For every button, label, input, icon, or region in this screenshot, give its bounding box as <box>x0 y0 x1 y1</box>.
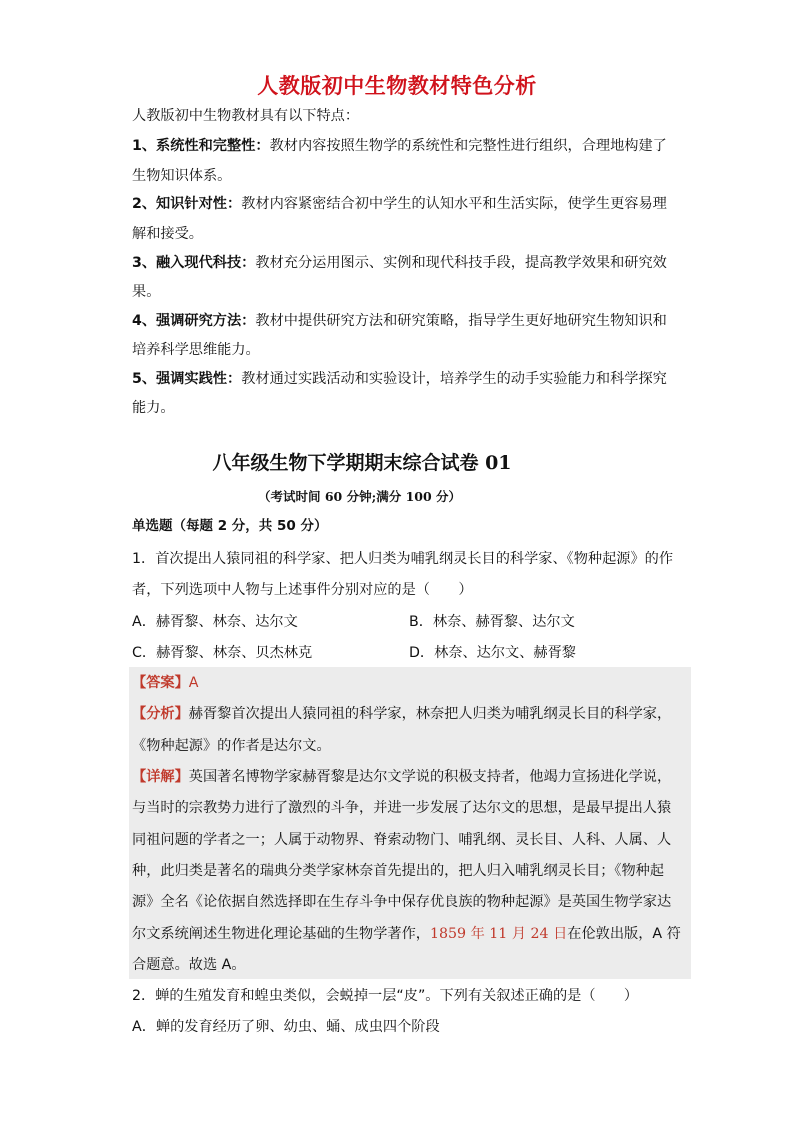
feature-5-line2: 能力。 <box>132 400 175 416</box>
feature-1-text: 教材内容按照生物学的系统性和完整性进行组织，合理地构建了 <box>269 138 667 154</box>
detail-date: 1859 年 11 月 24 日 <box>429 926 568 942</box>
feature-3-line1 <box>132 253 667 273</box>
q1-option-a: A．赫胥黎、林奈、达尔文 <box>132 614 298 630</box>
feature-3-line2: 果。 <box>132 284 161 300</box>
q1-analysis-line1 <box>132 704 671 724</box>
q1-stem-line1: 1．首次提出人猿同祖的科学家、把人归类为哺乳纲灵长目的科学家、《物种起源》的作 <box>132 551 674 567</box>
feature-4-line2: 培养科学思维能力。 <box>132 342 260 358</box>
detail-text: 英国著名博物学家赫胥黎是达尔文学说的积极支持者，他竭力宣扬进化学说， <box>188 769 672 785</box>
feature-5-text: 教材通过实践活动和实验设计，培养学生的动手实验能力和科学探究 <box>241 371 667 387</box>
detail-tag: 【详解】 <box>132 769 189 785</box>
q2-stem: 2．蝉的生殖发育和蝗虫类似，会蜕掉一层“皮”。下列有关叙述正确的是（ ） <box>132 988 639 1004</box>
feature-2-line1 <box>132 194 667 214</box>
detail-6a: 尔文系统阐述生物进化理论基础的生物学著作， <box>132 926 430 942</box>
q1-detail-line6 <box>132 924 681 944</box>
q1-detail-line1 <box>132 767 671 787</box>
q1-option-d: D．林奈、达尔文、赫胥黎 <box>409 645 576 661</box>
feature-1-label: 1、系统性和完整性： <box>132 138 270 154</box>
feature-4-label: 4、强调研究方法： <box>132 313 256 329</box>
q1-option-c: C．赫胥黎、林奈、贝杰林克 <box>132 645 313 661</box>
feature-5-line1 <box>132 369 667 389</box>
q1-detail-line4: 种，此归类是著名的瑞典分类学家林奈首先提出的，把人归入哺乳纲灵长目；《物种起 <box>132 863 665 879</box>
q1-detail-line5: 源》全名《论依据自然选择即在生存斗争中保存优良族的物种起源》是英国生物学家达 <box>132 894 672 910</box>
feature-2-text: 教材内容紧密结合初中学生的认知水平和生活实际，使学生更容易理 <box>241 196 667 212</box>
intro-text: 人教版初中生物教材具有以下特点： <box>132 108 360 124</box>
q1-detail-line3: 同祖问题的学者之一；人属于动物界、脊索动物门、哺乳纲、灵长目、人科、人属、人 <box>132 832 672 848</box>
q1-detail-line2: 与当时的宗教势力进行了激烈的斗争，并进一步发展了达尔文的思想，是最早提出人猿 <box>132 800 672 816</box>
q1-analysis-line2: 《物种起源》的作者是达尔文。 <box>132 738 331 754</box>
q2-option-a: A．蝉的发育经历了卵、幼虫、蛹、成虫四个阶段 <box>132 1019 440 1035</box>
exam-title: 八年级生物下学期期末综合试卷 01 <box>212 452 512 474</box>
analysis-tag: 【分析】 <box>132 706 189 722</box>
feature-3-text: 教材充分运用图示、实例和现代科技手段，提高教学效果和研究效 <box>255 255 667 271</box>
detail-6c: 在伦敦出版，A 符 <box>567 926 681 942</box>
feature-2-line2: 解和接受。 <box>132 226 203 242</box>
feature-4-line1 <box>132 311 667 331</box>
analysis-text: 赫胥黎首次提出人猿同祖的科学家，林奈把人归类为哺乳纲灵长目的科学家， <box>188 706 672 722</box>
feature-2-label: 2、知识针对性： <box>132 196 242 212</box>
feature-3-label: 3、融入现代科技： <box>132 255 256 271</box>
feature-4-text: 教材中提供研究方法和研究策略，指导学生更好地研究生物知识和 <box>255 313 667 329</box>
q1-option-b: B．林奈、赫胥黎、达尔文 <box>409 614 575 630</box>
section-heading: 单选题（每题 2 分，共 50 分） <box>132 518 328 534</box>
feature-1-line1 <box>132 136 667 156</box>
q1-detail-line7: 合题意。故选 A。 <box>132 957 246 973</box>
q1-stem-line2: 者，下列选项中人物与上述事件分别对应的是（ ） <box>132 582 473 598</box>
q1-answer <box>132 673 198 693</box>
document-title: 人教版初中生物教材特色分析 <box>257 74 537 98</box>
exam-subtitle: （考试时间 60 分钟;满分 100 分） <box>258 489 462 504</box>
feature-1-line2: 生物知识体系。 <box>132 168 232 184</box>
answer-value: A <box>188 675 199 691</box>
feature-5-label: 5、强调实践性： <box>132 371 242 387</box>
answer-tag: 【答案】 <box>132 675 189 691</box>
